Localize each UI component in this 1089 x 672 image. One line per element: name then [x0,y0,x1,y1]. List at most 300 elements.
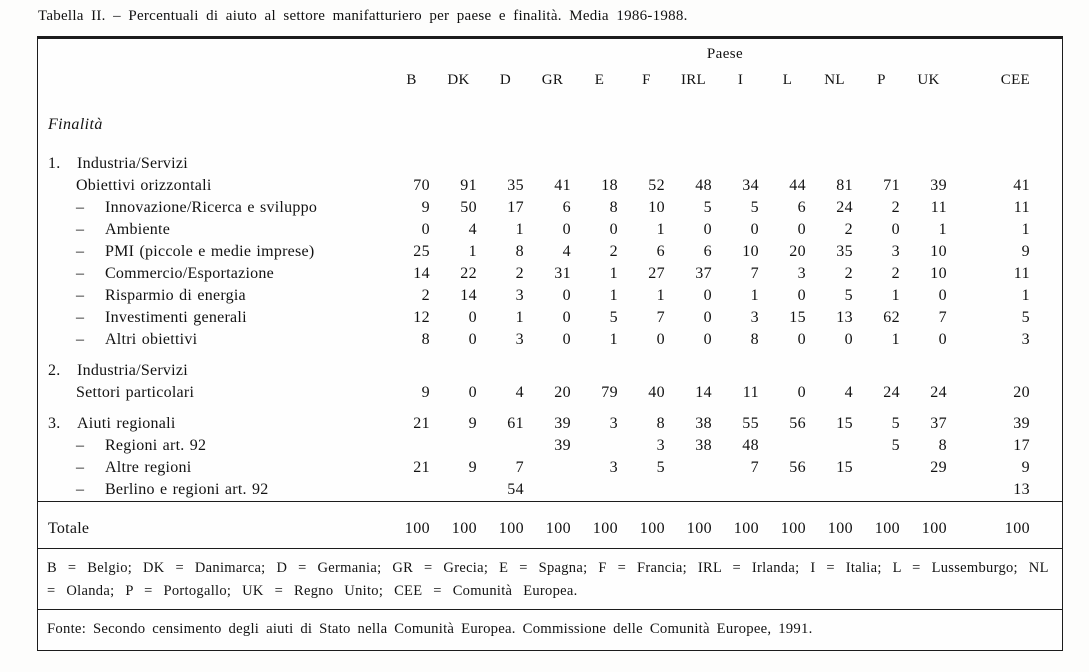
table-body [38,92,1062,549]
value-cell: 50 [460,199,477,216]
value-cell: 100 [764,502,811,549]
data-table [38,39,1062,549]
value-cell [858,457,905,479]
value-cell: 1 [468,243,477,260]
value-cell: 3 [656,437,665,454]
value-cell [435,435,482,457]
value-cell: 1 [656,221,665,238]
value-cell: 21 [413,415,430,432]
value-cell: 0 [562,287,571,304]
dash-bullet: – [76,331,85,348]
value-cell: 20 [554,384,571,401]
row-label-text: Commercio/Esportazione [105,265,275,282]
row-label-text: Settori particolari [76,384,195,401]
value-cell [717,479,764,502]
value-cell [858,144,905,175]
value-cell: 31 [554,265,571,282]
value-cell [905,351,952,382]
group-header-paese: Paese [706,46,744,62]
row-label [38,241,388,263]
value-cell: 5 [656,459,665,476]
table-header [38,39,1062,92]
value-cell: 20 [1013,384,1030,401]
value-cell: 0 [468,331,477,348]
legend [38,549,1062,609]
value-cell: 100 [717,502,764,549]
table-frame [37,36,1063,651]
value-cell [764,92,811,144]
value-cell: 37 [695,265,712,282]
value-cell: 8 [421,331,430,348]
value-cell: 0 [468,384,477,401]
value-cell: 8 [656,415,665,432]
row-label-text: Innovazione/Ricerca e sviluppo [105,199,318,216]
column-header-nl: NL [824,72,845,88]
value-cell: 2 [891,265,900,282]
value-cell: 20 [789,243,806,260]
value-cell [952,144,1062,175]
row-label-text: Aiuti regionali [77,415,176,432]
value-cell: 1 [891,287,900,304]
value-cell: 35 [836,243,853,260]
table-row [38,241,1062,263]
column-header-f: F [642,72,651,88]
row-label [38,175,388,197]
dash-bullet: – [76,221,85,238]
value-cell: 44 [789,177,806,194]
value-cell [905,144,952,175]
value-cell: 100 [811,502,858,549]
value-cell: 91 [460,177,477,194]
value-cell: 0 [797,287,806,304]
value-cell: 0 [562,221,571,238]
column-header-i: I [737,72,744,88]
row-label [38,435,388,457]
value-cell: 14 [695,384,712,401]
value-cell: 10 [930,243,947,260]
header-stub [38,63,388,92]
value-cell: 3 [515,331,524,348]
row-label [38,502,388,549]
value-cell [529,479,576,502]
row-label [38,219,388,241]
row-label-text: PMI (piccole e medie imprese) [105,243,315,260]
row-label [38,307,388,329]
value-cell: 100 [623,502,670,549]
value-cell [623,479,670,502]
value-cell: 79 [601,384,618,401]
column-header-cee: CEE [1000,72,1030,88]
value-cell [482,435,529,457]
value-cell: 10 [930,265,947,282]
value-cell [576,351,623,382]
row-label-text: Risparmio di energia [105,287,246,304]
value-cell [764,144,811,175]
value-cell [764,351,811,382]
value-cell: 25 [413,243,430,260]
header-stub [38,39,388,63]
value-cell: 24 [883,384,900,401]
value-cell [529,351,576,382]
value-cell: 9 [468,415,477,432]
table-row [38,263,1062,285]
value-cell: 6 [797,199,806,216]
value-cell: 14 [460,287,477,304]
value-cell: 7 [938,309,947,326]
value-cell: 62 [883,309,900,326]
value-cell: 3 [609,459,618,476]
row-label [38,479,388,502]
value-cell [858,92,905,144]
dash-bullet: – [76,309,85,326]
value-cell: 0 [703,331,712,348]
row-label [38,263,388,285]
value-cell: 13 [1013,481,1030,498]
column-header-l: L [782,72,793,88]
value-cell: 4 [515,384,524,401]
column-header-dk: DK [447,72,470,88]
value-cell [952,92,1062,144]
value-cell [388,144,435,175]
value-cell [529,144,576,175]
value-cell: 100 [670,502,717,549]
value-cell: 61 [507,415,524,432]
row-label [38,285,388,307]
value-cell: 8 [609,199,618,216]
value-cell: 1 [515,309,524,326]
table-row [38,329,1062,351]
value-cell: 41 [1013,177,1030,194]
value-cell: 39 [930,177,947,194]
row-label [38,351,388,382]
value-cell [576,92,623,144]
table-row [38,502,1062,549]
row-label-text: Finalità [48,116,103,133]
value-cell [858,351,905,382]
value-cell: 2 [609,243,618,260]
value-cell [388,435,435,457]
value-cell: 11 [742,384,759,401]
value-cell: 0 [797,384,806,401]
value-cell: 5 [703,199,712,216]
row-number: 2. [48,362,61,379]
value-cell: 34 [742,177,759,194]
table-row [38,219,1062,241]
value-cell: 7 [750,459,759,476]
column-header-uk: UK [917,72,940,88]
value-cell: 2 [844,265,853,282]
value-cell: 3 [797,265,806,282]
value-cell [811,479,858,502]
value-cell [764,435,811,457]
value-cell [388,479,435,502]
value-cell: 3 [750,309,759,326]
value-cell: 9 [1021,243,1030,260]
row-label [38,144,388,175]
value-cell [529,457,576,479]
value-cell: 48 [695,177,712,194]
row-label [38,197,388,219]
value-cell [435,479,482,502]
value-cell: 24 [836,199,853,216]
table-row [38,92,1062,144]
value-cell: 24 [930,384,947,401]
value-cell [811,144,858,175]
row-number: 1. [48,155,61,172]
value-cell: 55 [742,415,759,432]
value-cell [905,479,952,502]
row-label-text: Ambiente [105,221,171,238]
value-cell: 100 [858,502,905,549]
value-cell: 40 [648,384,665,401]
value-cell [905,92,952,144]
value-cell [388,92,435,144]
value-cell: 1 [938,221,947,238]
value-cell: 4 [562,243,571,260]
value-cell: 1 [515,221,524,238]
value-cell [952,351,1062,382]
value-cell [576,479,623,502]
value-cell: 5 [844,287,853,304]
value-cell: 2 [421,287,430,304]
source-note-text: Fonte: Secondo censimento degli aiuti di Stato nella Comunità Europea. Commissione delle Comunità Europee, 1991. [47,621,813,637]
row-label-text: Totale [48,520,90,537]
value-cell [435,351,482,382]
value-cell: 38 [695,437,712,454]
row-label [38,382,388,404]
value-cell [482,144,529,175]
row-number: 3. [48,415,61,432]
value-cell: 27 [648,265,665,282]
value-cell: 81 [836,177,853,194]
value-cell: 15 [836,459,853,476]
value-cell: 0 [797,331,806,348]
group-header-row [38,39,1062,63]
value-cell: 56 [789,415,806,432]
value-cell: 0 [797,221,806,238]
value-cell: 39 [554,437,571,454]
column-header-p: P [877,72,886,88]
dash-bullet: – [76,459,85,476]
value-cell: 0 [562,331,571,348]
value-cell: 0 [750,221,759,238]
value-cell: 2 [515,265,524,282]
value-cell: 11 [930,199,947,216]
row-label [38,329,388,351]
value-cell [623,144,670,175]
legend-text: B = Belgio; DK = Danimarca; D = Germania; GR = Grecia; E = Spagna; F = Francia; IRL = Irlanda; I = Italia; L = Lussemburgo; NL = Olanda; P = Portogallo; UK = Regno Unito; CEE = Comunità Europea. [47,560,1049,599]
value-cell: 71 [883,177,900,194]
dash-bullet: – [76,199,85,216]
value-cell [717,144,764,175]
value-cell: 14 [413,265,430,282]
value-cell: 1 [891,331,900,348]
value-cell: 6 [656,243,665,260]
column-header-irl: IRL [680,72,707,88]
value-cell: 1 [609,287,618,304]
value-cell: 5 [891,437,900,454]
value-cell: 10 [648,199,665,216]
value-cell: 100 [952,502,1062,549]
value-cell [623,351,670,382]
value-cell: 5 [1021,309,1030,326]
value-cell: 8 [750,331,759,348]
table-row [38,479,1062,502]
value-cell: 17 [507,199,524,216]
column-header-row [38,63,1062,92]
value-cell: 9 [421,384,430,401]
value-cell: 5 [891,415,900,432]
source-note [38,609,1062,650]
value-cell: 39 [554,415,571,432]
value-cell: 2 [891,199,900,216]
value-cell: 35 [507,177,524,194]
table-caption [38,8,1089,25]
table-row [38,197,1062,219]
value-cell: 0 [656,331,665,348]
value-cell: 0 [609,221,618,238]
value-cell: 38 [695,415,712,432]
dash-bullet: – [76,437,85,454]
value-cell [764,479,811,502]
value-cell: 100 [905,502,952,549]
value-cell: 0 [562,309,571,326]
value-cell: 1 [750,287,759,304]
column-header-gr: GR [541,72,564,88]
table-row [38,382,1062,404]
row-label [38,404,388,435]
table-row [38,144,1062,175]
value-cell: 52 [648,177,665,194]
value-cell: 5 [609,309,618,326]
dash-bullet: – [76,243,85,260]
value-cell [576,435,623,457]
value-cell: 3 [609,415,618,432]
row-label [38,457,388,479]
value-cell [670,92,717,144]
value-cell: 0 [703,287,712,304]
value-cell: 9 [468,459,477,476]
value-cell [670,479,717,502]
value-cell: 56 [789,459,806,476]
value-cell: 29 [930,459,947,476]
value-cell: 12 [413,309,430,326]
value-cell: 100 [388,502,435,549]
table-row [38,404,1062,435]
value-cell [482,351,529,382]
value-cell [811,435,858,457]
value-cell [435,144,482,175]
dash-bullet: – [76,287,85,304]
value-cell [576,144,623,175]
value-cell [670,457,717,479]
value-cell: 70 [413,177,430,194]
value-cell: 41 [554,177,571,194]
value-cell: 2 [844,221,853,238]
value-cell [717,351,764,382]
value-cell [482,92,529,144]
value-cell: 8 [938,437,947,454]
table-row [38,457,1062,479]
row-label-text: Regioni art. 92 [105,437,207,454]
value-cell: 3 [891,243,900,260]
table-caption-text: Tabella II. – Percentuali di aiuto al settore manifatturiero per paese e finalità. Media 1986-1988. [38,8,688,24]
value-cell: 6 [703,243,712,260]
dash-bullet: – [76,265,85,282]
value-cell: 1 [1021,287,1030,304]
value-cell: 4 [844,384,853,401]
value-cell: 3 [1021,331,1030,348]
value-cell: 11 [1013,265,1030,282]
value-cell: 7 [750,265,759,282]
row-label-text: Altri obiettivi [105,331,198,348]
column-header-e: E [594,72,605,88]
value-cell: 0 [891,221,900,238]
row-label-text: Industria/Servizi [77,155,188,172]
row-label-text: Berlino e regioni art. 92 [105,481,269,498]
value-cell: 1 [609,265,618,282]
value-cell [811,351,858,382]
value-cell: 100 [482,502,529,549]
value-cell: 0 [703,221,712,238]
value-cell: 21 [413,459,430,476]
value-cell [811,92,858,144]
row-label [38,92,388,144]
value-cell: 0 [938,331,947,348]
value-cell: 48 [742,437,759,454]
value-cell: 4 [468,221,477,238]
value-cell [529,92,576,144]
value-cell: 0 [468,309,477,326]
row-label-text: Industria/Servizi [77,362,188,379]
table-row [38,351,1062,382]
value-cell [717,92,764,144]
value-cell [670,144,717,175]
value-cell [670,351,717,382]
value-cell [388,351,435,382]
value-cell: 15 [836,415,853,432]
value-cell [623,92,670,144]
value-cell: 11 [1013,199,1030,216]
table-row [38,175,1062,197]
value-cell: 0 [938,287,947,304]
value-cell: 1 [1021,221,1030,238]
column-header-d: D [499,72,512,88]
value-cell: 9 [1021,459,1030,476]
value-cell: 37 [930,415,947,432]
value-cell: 54 [507,481,524,498]
value-cell: 7 [515,459,524,476]
value-cell [435,92,482,144]
value-cell: 17 [1013,437,1030,454]
value-cell: 22 [460,265,477,282]
value-cell: 39 [1013,415,1030,432]
value-cell: 15 [789,309,806,326]
value-cell: 13 [836,309,853,326]
value-cell: 7 [656,309,665,326]
value-cell: 5 [750,199,759,216]
value-cell: 0 [844,331,853,348]
value-cell: 9 [421,199,430,216]
value-cell: 3 [515,287,524,304]
row-label-text: Obiettivi orizzontali [76,177,212,194]
table-row [38,435,1062,457]
value-cell: 8 [515,243,524,260]
table-row [38,307,1062,329]
value-cell: 10 [742,243,759,260]
value-cell: 18 [601,177,618,194]
value-cell: 6 [562,199,571,216]
